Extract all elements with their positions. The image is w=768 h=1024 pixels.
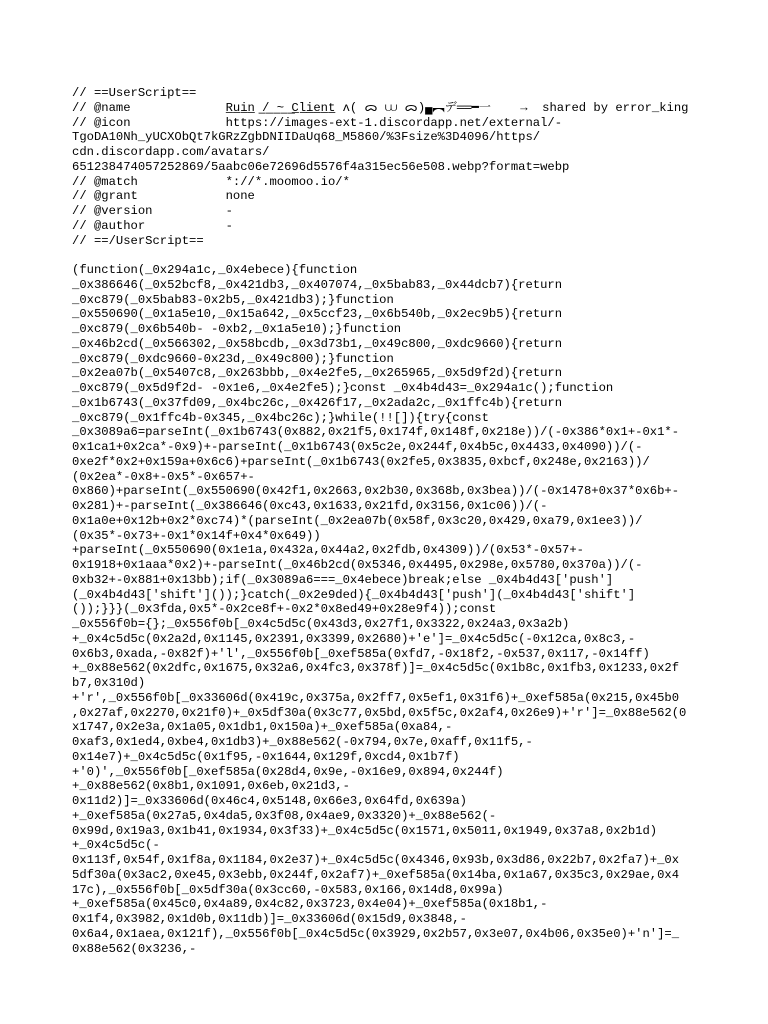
code-line: 0x1a0e+0x12b+0x2*0xc74)*(parseInt(_0x2ea07b(0x58f,0x3c20,0x429,0xa79,0x1ee3))/: [72, 513, 643, 528]
code-line: _0xc879(_0x6b540b- -0xb2,_0x1a5e10);}function: [72, 322, 402, 336]
code-line: +_0x88e562(0x8b1,0x1091,0x6eb,0x21d3,-: [72, 779, 350, 794]
code-line: _0x46b2cd(_0x566302,_0x58bcdb,_0x3d73b1,_0x49c800,_0xdc9660){return: [72, 336, 563, 351]
code-line: 0x113f,0x54f,0x1f8a,0x1184,0x2e37)+_0x4c5d5c(0x4346,0x93b,0x3d86,0x22b7,0x2fa7)+_0x: [72, 853, 680, 867]
code-line: 0x6a4,0x1aea,0x121f),_0x556f0b[_0x4c5d5c(0x3929,0x2b57,0x3e07,0x4b06,0x35e0)+'n']=_: [72, 926, 680, 941]
code-line: _0xc879(_0x5bab83-0x2b5,_0x421db3);}function: [72, 292, 394, 307]
code-block: [72, 263, 702, 971]
code-line: 0xaf3,0x1ed4,0xbe4,0x1db3)+_0x88e562(-0x794,0x7e,0xaff,0x11f5,-: [72, 735, 533, 749]
code-line: 0x99d,0x19a3,0x1b41,0x1934,0x3f33)+_0x4c5d5c(0x1571,0x5011,0x1949,0x37a8,0x2b1d): [72, 823, 658, 838]
code-line: [72, 956, 702, 971]
code-line: +parseInt(_0x550690(0x1e1a,0x432a,0x44a2,0x2fdb,0x4309))/(0x53*-0x57+-: [72, 543, 584, 558]
code-line: _0xc879(_0x5d9f2d- -0x1e6,_0x4e2fe5);}const _0x4b4d43=_0x294a1c();function: [72, 381, 614, 395]
code-line: 0x14e7)+_0x4c5d5c(0x1f95,-0x1644,0x129f,0xcd4,0x1b7f): [72, 749, 460, 764]
header-line: // @name R̲u̲i̲n̲ ̲/̲ ̲~̲ ̲C̲l̲i̲e̲n̲t̲ ʌ( ᯅ ⩊ ᯅ)▄︻デ══━一 → shared by error_king: [72, 100, 689, 115]
code-line: _0x3089a6=parseInt(_0x1b6743(0x882,0x21f5,0x174f,0x148f,0x218e))/(-0x386*0x1+-0x1*-: [72, 425, 680, 440]
code-line: _0x386646(_0x52bcf8,_0x421db3,_0x407074,_0x5bab83,_0x44dcb7){return: [72, 277, 563, 292]
code-line: +_0x88e562(0x2dfc,0x1675,0x32a6,0x4fc3,0x378f)]=_0x4c5d5c(0x1b8c,0x1fb3,0x1233,0x2f: [72, 661, 680, 676]
header-line: // @author -: [72, 218, 233, 233]
code-line: x1747,0x2e3a,0x1a05,0x1db1,0x150a)+_0xef585a(0xa84,-: [72, 720, 453, 735]
code-line: +'r',_0x556f0b[_0x33606d(0x419c,0x375a,0x2ff7,0x5ef1,0x31f6)+_0xef585a(0x215,0x45b0: [72, 690, 680, 705]
code-line: _0x550690(_0x1a5e10,_0x15a642,_0x5ccf23,_0x6b540b,_0x2ec9b5){return: [72, 307, 563, 322]
code-line: 0x281)+-parseInt(_0x386646(0xc43,0x1633,0x21fd,0x3156,0x1c06))/(-: [72, 499, 548, 513]
code-line: 0x11d2)]=_0x33606d(0x46c4,0x5148,0x66e3,0x64fd,0x639a): [72, 794, 467, 808]
code-line: +_0x4c5d5c(0x2a2d,0x1145,0x2391,0x3399,0x2680)+'e']=_0x4c5d5c(-0x12ca,0x8c3,-: [72, 631, 636, 646]
header-line: 651238474057252869/5aabc06e72696d5576f4a315ec56e508.webp?format=webp: [72, 159, 570, 174]
code-line: (0x2ea*-0x8+-0x5*-0x657+-: [72, 469, 255, 484]
header-line: // @icon https://images-ext-1.discordapp.net/external/-: [72, 115, 563, 130]
code-line: _0x556f0b={};_0x556f0b[_0x4c5d5c(0x43d3,0x27f1,0x3322,0x24a3,0x3a2b): [72, 617, 570, 631]
code-line: 0x1ca1+0x2ca*-0x9)+-parseInt(_0x1b6743(0x5c2e,0x244f,0x4b5c,0x4433,0x4090))/(-: [72, 440, 643, 454]
code-line: +_0x4c5d5c(-: [72, 838, 160, 853]
code-line: 0x860)+parseInt(_0x550690(0x42f1,0x2663,0x2b30,0x368b,0x3bea))/(-0x1478+0x37*0x6b+-: [72, 484, 680, 499]
code-line: (function(_0x294a1c,_0x4ebece){function: [72, 263, 358, 277]
header-line: // @version -: [72, 204, 233, 218]
code-line: b7,0x310d): [72, 676, 146, 690]
header-line: // @grant none: [72, 189, 255, 204]
code-line: 0xe2f*0x2+0x159a+0x6c6)+parseInt(_0x1b6743(0x2fe5,0x3835,0xbcf,0x248e,0x2163))/: [72, 454, 650, 469]
code-line: (0x35*-0x73+-0x1*0x14f+0x4*0x649)): [72, 528, 321, 543]
code-line: 5df30a(0x3ac2,0xe45,0x3ebb,0x244f,0x2af7)+_0xef585a(0x14ba,0x1a67,0x35c3,0x29ae,0x4: [72, 867, 680, 882]
code-line: _0x2ea07b(_0x5407c8,_0x263bbb,_0x4e2fe5,_0x265965,_0x5d9f2d){return: [72, 366, 563, 381]
code-line: 0xb32+-0x881+0x13bb);if(_0x3089a6===_0x4ebece)break;else _0x4b4d43['push']: [72, 572, 614, 587]
blank-line: [72, 248, 702, 263]
code-line: 17c),_0x556f0b[_0x5df30a(0x3cc60,-0x583,0x166,0x14d8,0x99a): [72, 882, 504, 897]
userscript-header: [72, 86, 702, 248]
code-line: ,0x27af,0x2270,0x21f0)+_0x5df30a(0x3c77,0x5bd,0x5f5c,0x2af4,0x26e9)+'r']=_0x88e562(0: [72, 705, 687, 720]
code-line: 0x1f4,0x3982,0x1d0b,0x11db)]=_0x33606d(0x15d9,0x3848,-: [72, 912, 467, 926]
header-line: // @match *://*.moomoo.io/*: [72, 174, 350, 189]
code-line: +_0xef585a(0x27a5,0x4da5,0x3f08,0x4ae9,0x3320)+_0x88e562(-: [72, 808, 497, 823]
code-line: _0xc879(_0x1ffc4b-0x345,_0x4bc26c);}while(!![]){try{const: [72, 410, 489, 425]
code-line: ());}}}(_0x3fda,0x5*-0x2ce8f+-0x2*0x8ed49+0x28e9f4));const: [72, 602, 497, 617]
code-line: 0x1918+0x1aaa*0x2)+-parseInt(_0x46b2cd(0x5346,0x4495,0x298e,0x5780,0x370a))/(-: [72, 558, 643, 572]
code-line: _0xc879(_0xdc9660-0x23d,_0x49c800);}function: [72, 351, 394, 366]
code-line: +'0)',_0x556f0b[_0xef585a(0x28d4,0x9e,-0x16e9,0x894,0x244f): [72, 764, 504, 779]
header-line: // ==UserScript==: [72, 86, 197, 100]
header-line: TgoDA10Nh_yUCXObQt7kGRzZgbDNIIDaUq68_M5860/%3Fsize%3D4096/https/: [72, 130, 541, 145]
script-document: [72, 86, 702, 971]
header-line: cdn.discordapp.com/avatars/: [72, 145, 270, 159]
code-line: (_0x4b4d43['shift']());}catch(_0x2e9ded){_0x4b4d43['push'](_0x4b4d43['shift']: [72, 587, 636, 602]
code-line: +_0xef585a(0x45c0,0x4a89,0x4c82,0x3723,0x4e04)+_0xef585a(0x18b1,-: [72, 897, 548, 912]
code-line: 0x6b3,0xada,-0x82f)+'l',_0x556f0b[_0xef585a(0xfd7,-0x18f2,-0x537,0x117,-0x14ff): [72, 646, 650, 661]
code-line: _0x1b6743(_0x37fd09,_0x4bc26c,_0x426f17,_0x2ada2c,_0x1ffc4b){return: [72, 395, 563, 410]
header-line: // ==/UserScript==: [72, 233, 204, 248]
code-line: 0x88e562(0x3236,-: [72, 941, 197, 956]
